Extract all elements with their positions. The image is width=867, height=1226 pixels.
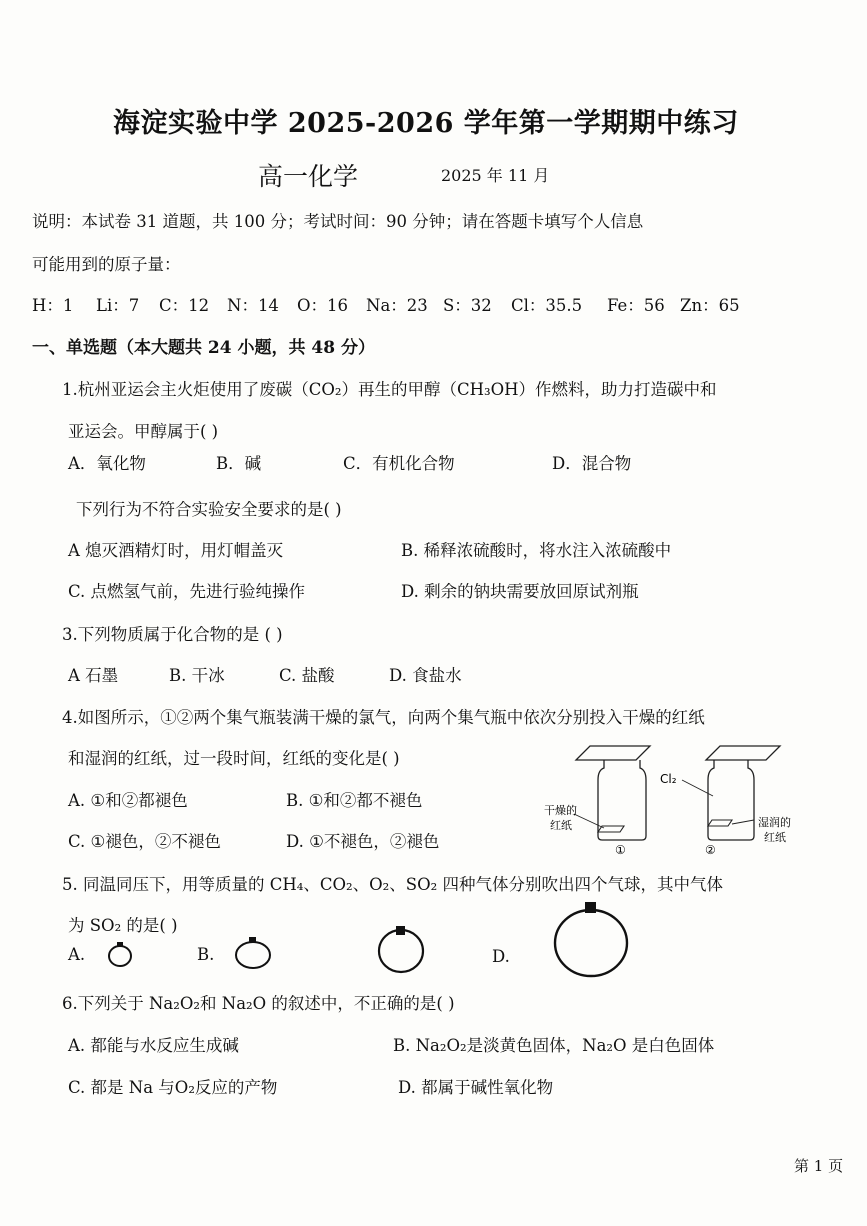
option-d: D. (492, 947, 510, 966)
option-b: B. 干冰 (169, 666, 225, 685)
option-d: D. ①不褪色，②褪色 (286, 832, 440, 851)
balloon-knot-icon (117, 942, 123, 947)
gas-label: Cl₂ (660, 772, 677, 786)
option-d: D. 食盐水 (389, 666, 462, 685)
option-a: A 石墨 (68, 666, 119, 685)
balloon-knot-icon (585, 902, 596, 913)
option-c: C. ①褪色，②不褪色 (68, 832, 221, 851)
question-stem: 下列行为不符合实验安全要求的是( ) (76, 500, 342, 519)
option-a: A．氧化物 (68, 454, 146, 473)
option-c: C. 盐酸 (279, 666, 335, 685)
red-paper-icon (708, 820, 732, 826)
atomic-mass-item: Zn：65 (680, 296, 740, 315)
dry-paper-label: 干燥的 (544, 804, 577, 817)
atomic-mass-item: N：14 (227, 296, 279, 315)
option-a: A. (68, 945, 86, 964)
atomic-mass-item: C：12 (159, 296, 210, 315)
balloon-knot-icon (249, 937, 256, 943)
option-c: C. 都是 Na 与O₂反应的产物 (68, 1078, 278, 1097)
balloon-icon (109, 946, 131, 966)
question-stem: 5. 同温同压下，用等质量的 CH₄、CO₂、O₂、SO₂ 四种气体分别吹出四个气球，其中气体 (62, 875, 723, 894)
atomic-mass-label: 可能用到的原子量： (32, 255, 181, 274)
gas-bottle-icon (708, 760, 754, 840)
question-stem: 亚运会。甲醇属于( ) (68, 422, 219, 441)
bottle-number: ① (615, 843, 626, 857)
atomic-mass-item: Na：23 (366, 296, 428, 315)
wet-paper-label: 红纸 (764, 831, 786, 844)
option-d: D. 剩余的钠块需要放回原试剂瓶 (401, 582, 639, 601)
option-b: B. 稀释浓硫酸时，将水注入浓硫酸中 (401, 541, 672, 560)
page-number: 第 1 页 (794, 1157, 844, 1175)
question-stem: 4.如图所示，①②两个集气瓶装满干燥的氯气，向两个集气瓶中依次分别投入干燥的红纸 (62, 708, 705, 727)
question-stem: 为 SO₂ 的是( ) (68, 916, 178, 935)
atomic-mass-item: S：32 (443, 296, 492, 315)
option-b: B. Na₂O₂是淡黄色固体，Na₂O 是白色固体 (393, 1036, 715, 1055)
option-b: B. ①和②都不褪色 (286, 791, 423, 810)
wet-paper-label: 湿润的 (758, 816, 791, 829)
label-pointer (732, 820, 754, 824)
option-c: C．有机化合物 (343, 454, 455, 473)
balloon-icon (379, 930, 423, 972)
option-a: A 熄灭酒精灯时，用灯帽盖灭 (68, 541, 284, 560)
atomic-mass-item: H：1 (32, 296, 74, 315)
gas-bottle-figure (530, 740, 800, 860)
exam-title: 海淀实验中学 2025-2026 学年第一学期期中练习 (113, 108, 739, 139)
bottle-number: ② (705, 843, 716, 857)
glass-plate-icon (706, 746, 780, 760)
exam-subject: 高一化学 (258, 162, 359, 191)
dry-paper-label: 红纸 (550, 819, 572, 832)
option-b: B．碱 (216, 454, 262, 473)
atomic-mass-item: O：16 (297, 296, 349, 315)
option-a: A. ①和②都褪色 (68, 791, 188, 810)
label-pointer (574, 814, 604, 828)
balloon-icon (555, 910, 627, 976)
question-stem: 6.下列关于 Na₂O₂和 Na₂O 的叙述中，不正确的是( ) (62, 994, 455, 1013)
question-stem: 和湿润的红纸，过一段时间，红纸的变化是( ) (68, 749, 400, 768)
balloon-figure (100, 895, 640, 985)
atomic-mass-item: Li：7 (96, 296, 140, 315)
option-c: C. 点燃氢气前，先进行验纯操作 (68, 582, 306, 601)
option-d: D．混合物 (552, 454, 632, 473)
question-stem: 1.杭州亚运会主火炬使用了废碳（CO₂）再生的甲醇（CH₃OH）作燃料，助力打造碳中和 (62, 380, 717, 399)
balloon-knot-icon (396, 926, 405, 935)
option-b: B. (197, 945, 215, 964)
exam-instructions: 说明：本试卷 31 道题，共 100 分；考试时间：90 分钟；请在答题卡填写个人信息 (32, 212, 644, 231)
option-a: A. 都能与水反应生成碱 (68, 1036, 239, 1055)
question-stem: 3.下列物质属于化合物的是 ( ) (62, 625, 283, 644)
exam-date: 2025 年 11 月 (441, 166, 550, 185)
section-heading: 一、单选题（本大题共 24 小题，共 48 分） (32, 338, 375, 358)
glass-plate-icon (576, 746, 650, 760)
balloon-icon (236, 942, 270, 968)
atomic-mass-item: Fe：56 (607, 296, 665, 315)
atomic-mass-item: Cl：35.5 (511, 296, 583, 315)
option-d: D. 都属于碱性氧化物 (398, 1078, 554, 1097)
gas-bottle-icon (598, 760, 646, 840)
